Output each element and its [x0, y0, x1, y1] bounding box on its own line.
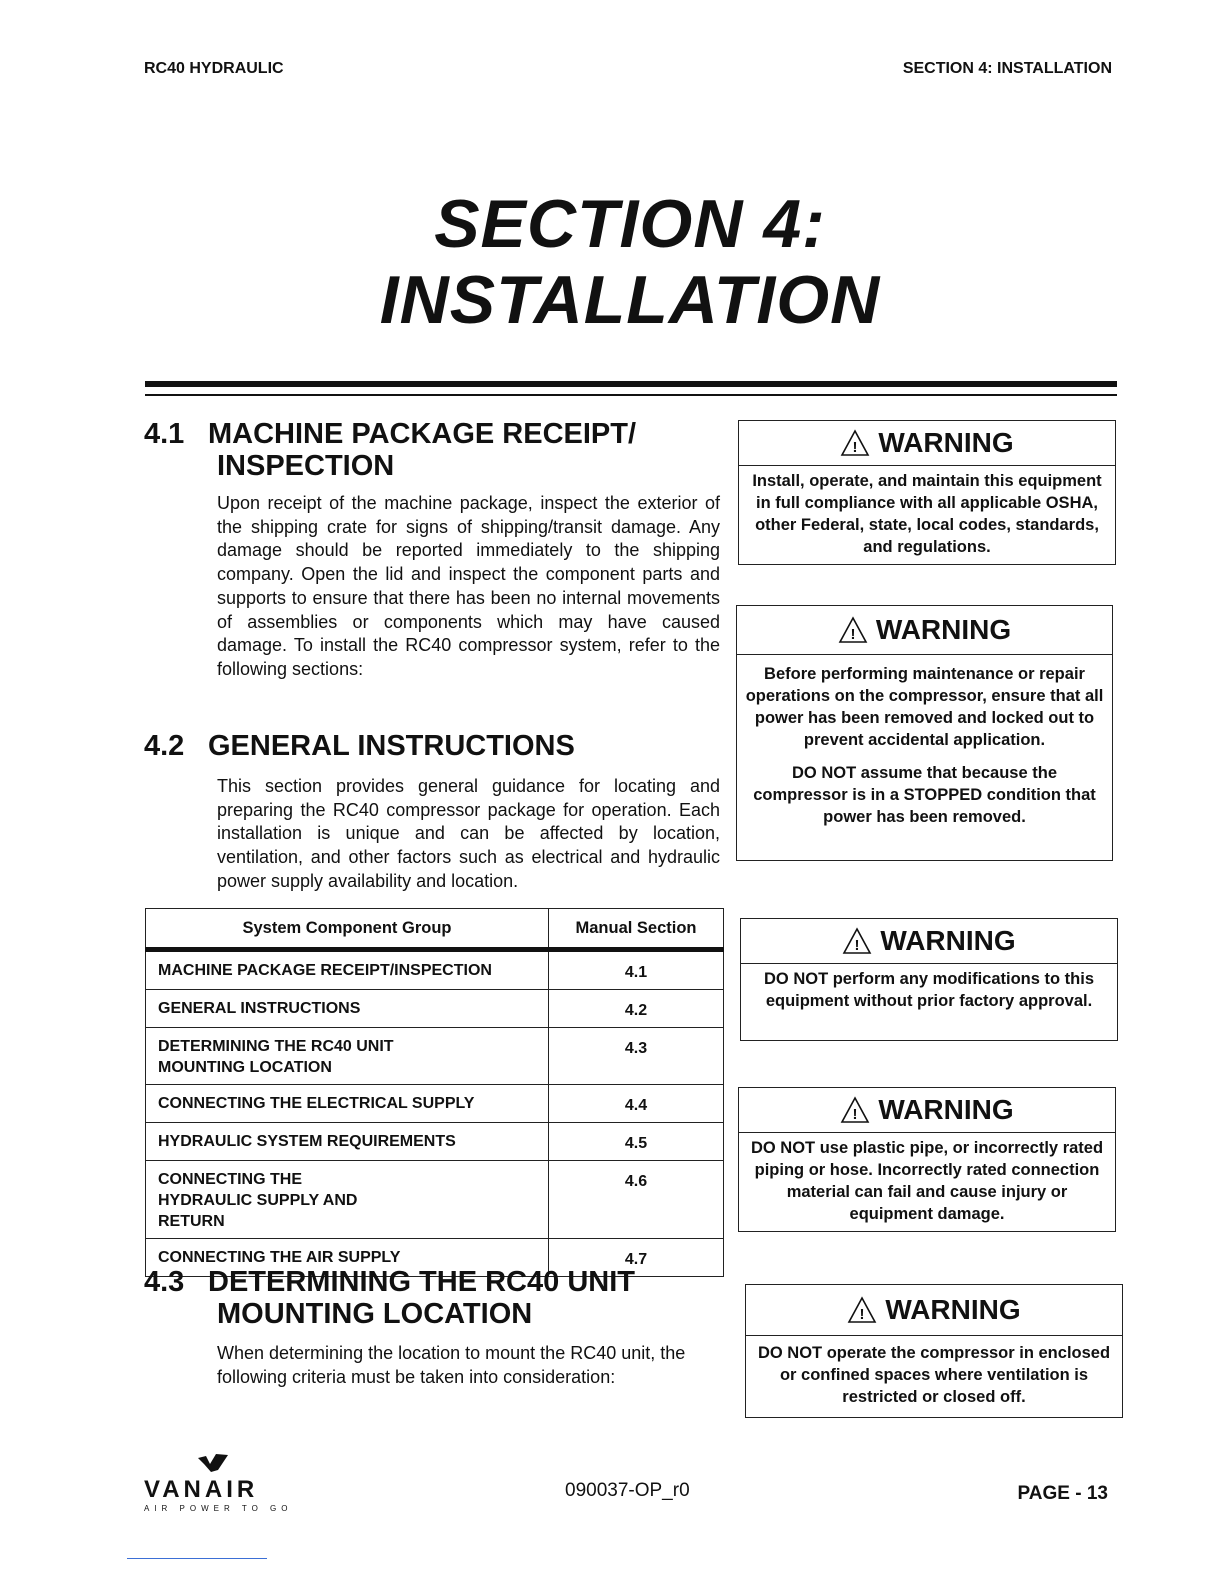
- table-cell-section: 4.2: [549, 990, 724, 1028]
- table-row: [146, 1123, 724, 1161]
- warning-text: DO NOT perform any modifications to this equipment without prior factory approval.: [763, 970, 1095, 1010]
- svg-text:!: !: [850, 626, 856, 643]
- warning-text: DO NOT assume that because the compressor is in a STOPPED condition that power has been removed.: [753, 764, 1096, 826]
- table-cell-section: 4.5: [549, 1123, 724, 1161]
- svg-text:!: !: [852, 439, 858, 456]
- table-cell-group: DETERMINING THE RC40 UNIT MOUNTING LOCATION: [146, 1028, 549, 1085]
- warning-body: [746, 1336, 1122, 1408]
- table-cell-group: GENERAL INSTRUCTIONS: [146, 990, 549, 1028]
- warning-triangle-icon: [840, 429, 870, 457]
- vanair-logo: [144, 1452, 304, 1513]
- running-header-right: SECTION 4: INSTALLATION: [902, 60, 1112, 77]
- table-cell-group: CONNECTING THE ELECTRICAL SUPPLY: [146, 1085, 549, 1123]
- table-header-group: System Component Group: [146, 909, 549, 950]
- warning-box-1: [738, 420, 1116, 565]
- heading-number: 4.3: [144, 1266, 185, 1298]
- heading-text-cont: INSPECTION: [217, 450, 395, 482]
- table-cell-section: 4.1: [549, 950, 724, 990]
- document-code: 090037-OP_r0: [565, 1480, 690, 1501]
- warning-label: WARNING: [880, 925, 1016, 956]
- warning-text: DO NOT use plastic pipe, or incorrectly rated piping or hose. Incorrectly rated connection material can fail and cause injury or equipment damage.: [750, 1139, 1104, 1223]
- heading-4-1: [144, 418, 724, 482]
- warning-body: [739, 466, 1115, 558]
- table-cell-section: 4.3: [549, 1028, 724, 1085]
- svg-text:!: !: [852, 1106, 858, 1123]
- warning-label: WARNING: [878, 427, 1014, 458]
- title-rule-thick: [145, 381, 1117, 387]
- heading-number: 4.2: [144, 730, 185, 762]
- title-rule-thin: [145, 394, 1117, 396]
- warning-triangle-icon: [842, 927, 872, 955]
- component-table: [145, 908, 724, 1277]
- warning-label: WARNING: [885, 1294, 1021, 1325]
- warning-header: [746, 1285, 1122, 1336]
- warning-triangle-icon: [838, 616, 868, 644]
- table-cell-group: CONNECTING THE HYDRAULIC SUPPLY AND RETURN: [146, 1161, 549, 1239]
- warning-body: [737, 655, 1112, 828]
- warning-text: Install, operate, and maintain this equipment in full compliance with all applicable OSHA, other Federal, state, local codes, standards, and regulations.: [752, 472, 1102, 556]
- page-number: PAGE - 13: [1017, 1483, 1108, 1504]
- warning-header: [741, 919, 1117, 964]
- running-header-left: RC40 HYDRAULIC: [144, 60, 284, 77]
- warning-box-2: [736, 605, 1113, 861]
- warning-label: WARNING: [878, 1094, 1014, 1125]
- vanair-logo-mark: [196, 1452, 230, 1474]
- table-cell-section: 4.7: [549, 1239, 724, 1277]
- heading-number: 4.1: [144, 418, 185, 450]
- table-cell-group: HYDRAULIC SYSTEM REQUIREMENTS: [146, 1123, 549, 1161]
- heading-4-2: [144, 730, 724, 762]
- brand-name: VANAIR: [144, 1476, 259, 1503]
- warning-triangle-icon: [847, 1296, 877, 1324]
- warning-header: [737, 606, 1112, 655]
- table-row: [146, 990, 724, 1028]
- heading-4-3: [144, 1266, 724, 1330]
- table-header-section: Manual Section: [549, 909, 724, 950]
- table-cell-group: CONNECTING THE AIR SUPPLY: [146, 1239, 549, 1277]
- heading-text: DETERMINING THE RC40 UNIT: [208, 1266, 635, 1298]
- warning-header: [739, 421, 1115, 466]
- warning-label: WARNING: [875, 614, 1012, 645]
- warning-box-5: [745, 1284, 1123, 1418]
- table-cell-section: 4.4: [549, 1085, 724, 1123]
- brand-tagline: AIR POWER TO GO: [144, 1504, 293, 1513]
- svg-text:!: !: [859, 1306, 865, 1323]
- section-4-3-body: When determining the location to mount the RC40 unit, the following criteria must be taken into consideration:: [217, 1343, 686, 1387]
- section-4-1-body: Upon receipt of the machine package, inspect the exterior of the shipping crate for signs of shipping/transit damage. Any damage should be reported immediately to the shipping company. Open the lid and inspect the component parts and supports to ensure that there has been no internal movements of assemblies or components which may have caused damage. To install the RC40 compressor system, refer to the following sections:: [217, 493, 720, 679]
- table-row: [146, 950, 724, 990]
- section-4-2-body: This section provides general guidance for locating and preparing the RC40 compressor package for operation. Each installation is unique and can be affected by location, ventilation, and other factors such as electrical and hydraulic power supply availability and location.: [217, 776, 720, 891]
- warning-body: [741, 964, 1117, 1012]
- table-cell-section: 4.6: [549, 1161, 724, 1239]
- heading-text-cont: MOUNTING LOCATION: [217, 1298, 533, 1330]
- warning-triangle-icon: [840, 1096, 870, 1124]
- warning-box-3: [740, 918, 1118, 1041]
- table-row: [146, 1161, 724, 1239]
- footer-underline: [127, 1558, 267, 1559]
- section-title-line1: SECTION 4:: [434, 186, 826, 262]
- warning-box-4: [738, 1087, 1116, 1232]
- table-row: [146, 1028, 724, 1085]
- table-cell-group: MACHINE PACKAGE RECEIPT/INSPECTION: [146, 950, 549, 990]
- warning-header: [739, 1088, 1115, 1133]
- table-row: [146, 1085, 724, 1123]
- warning-text: Before performing maintenance or repair operations on the compressor, ensure that all power has been removed and locked out to prevent accidental application.: [745, 665, 1104, 749]
- heading-text: GENERAL INSTRUCTIONS: [208, 730, 575, 762]
- table-header-row: [146, 909, 724, 950]
- svg-text:!: !: [854, 937, 860, 954]
- warning-text: DO NOT operate the compressor in enclosed or confined spaces where ventilation is restricted or closed off.: [757, 1344, 1111, 1406]
- section-title-line2: INSTALLATION: [379, 262, 881, 338]
- heading-text: MACHINE PACKAGE RECEIPT/: [208, 418, 637, 450]
- warning-body: [739, 1133, 1115, 1225]
